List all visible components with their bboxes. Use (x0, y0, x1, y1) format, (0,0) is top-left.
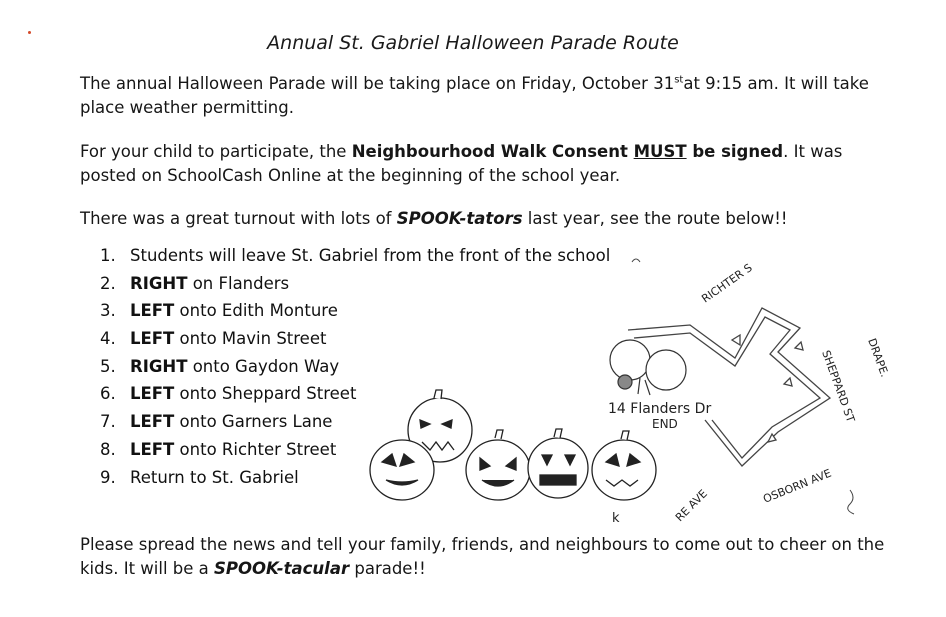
step-text: onto Sheppard Street (174, 384, 357, 404)
step-number: 1. (100, 246, 116, 265)
map-corner-mark (848, 490, 854, 514)
step-text: onto Mavin Street (174, 329, 327, 349)
consent-bold: Neighbourhood Walk Consent (351, 142, 634, 161)
step-number: 8. (100, 439, 116, 459)
balloons (610, 340, 686, 395)
step-text: onto Richter Street (174, 439, 337, 459)
date-suffix: st (674, 74, 684, 86)
turnout-paragraph (80, 207, 880, 231)
step-direction: LEFT (130, 301, 175, 321)
step-number: 9. (100, 467, 116, 487)
map-sheppard-label: SHEPPARD ST (819, 348, 858, 425)
map-address-label: 14 Flanders Dr (608, 401, 712, 417)
intro-text-cont: at 9:15 am. It will take place weather permitting. (80, 74, 869, 117)
route-step (100, 380, 610, 408)
turnout-text-cont: last year, see the route below!! (522, 209, 788, 228)
route-step (100, 464, 610, 492)
map-drape-label: DRAPE. (865, 336, 892, 379)
step-number: 3. (100, 301, 116, 321)
spook-tators: SPOOK-tators (396, 209, 523, 228)
route-step (100, 436, 610, 464)
step-direction: RIGHT (130, 356, 188, 376)
route-map (628, 308, 830, 466)
step-direction: RIGHT (130, 273, 188, 293)
step-direction: LEFT (130, 412, 175, 432)
step-text: on Flanders (187, 273, 290, 293)
step-text: Students will leave St. Gabriel from the front of the school (130, 246, 611, 265)
map-osborn-label: OSBORN AVE (761, 466, 834, 506)
consent-text: For your child to participate, the (80, 142, 352, 161)
step-text: Return to St. Gabriel (130, 467, 299, 487)
step-number: 5. (100, 356, 116, 376)
spook-tacular: SPOOK-tacular (214, 559, 350, 578)
closing-text-cont: parade!! (349, 559, 426, 578)
step-direction: LEFT (130, 329, 175, 349)
consent-bold-2: be signed (686, 142, 784, 161)
route-step (100, 242, 610, 270)
step-number: 6. (100, 384, 116, 404)
step-number: 4. (100, 329, 116, 349)
closing-paragraph (80, 533, 890, 581)
step-number: 7. (100, 412, 116, 432)
map-re-ave-label: RE AVE (672, 487, 710, 525)
page-title: Annual St. Gabriel Halloween Parade Route (267, 32, 679, 54)
step-text: onto Gaydon Way (187, 356, 340, 376)
consent-paragraph (80, 140, 880, 188)
intro-paragraph (80, 72, 880, 120)
intro-text: The annual Halloween Parade will be taking place on Friday, October 31 (80, 74, 675, 93)
route-step (100, 270, 610, 298)
consent-must: MUST (633, 142, 687, 161)
route-step (100, 325, 610, 353)
consent-text-cont: . It was posted on SchoolCash Online at the beginning of the school year. (80, 142, 843, 185)
turnout-text: There was a great turnout with lots of (80, 209, 397, 228)
map-end-label: END (652, 417, 678, 431)
step-direction: LEFT (130, 384, 175, 404)
route-step (100, 297, 610, 325)
map-k-label: k (612, 511, 620, 526)
map-richter-label: RICHTER S (699, 261, 755, 306)
step-text: onto Edith Monture (174, 301, 338, 321)
route-step (100, 353, 610, 381)
route-steps (100, 242, 610, 491)
route-step (100, 408, 610, 436)
step-direction: LEFT (130, 439, 175, 459)
closing-text: Please spread the news and tell your family, friends, and neighbours to come out to cheer on the kids. It will be a (80, 535, 885, 578)
step-text: onto Garners Lane (174, 412, 333, 432)
step-number: 2. (100, 273, 116, 293)
scribble-mark (632, 259, 640, 262)
